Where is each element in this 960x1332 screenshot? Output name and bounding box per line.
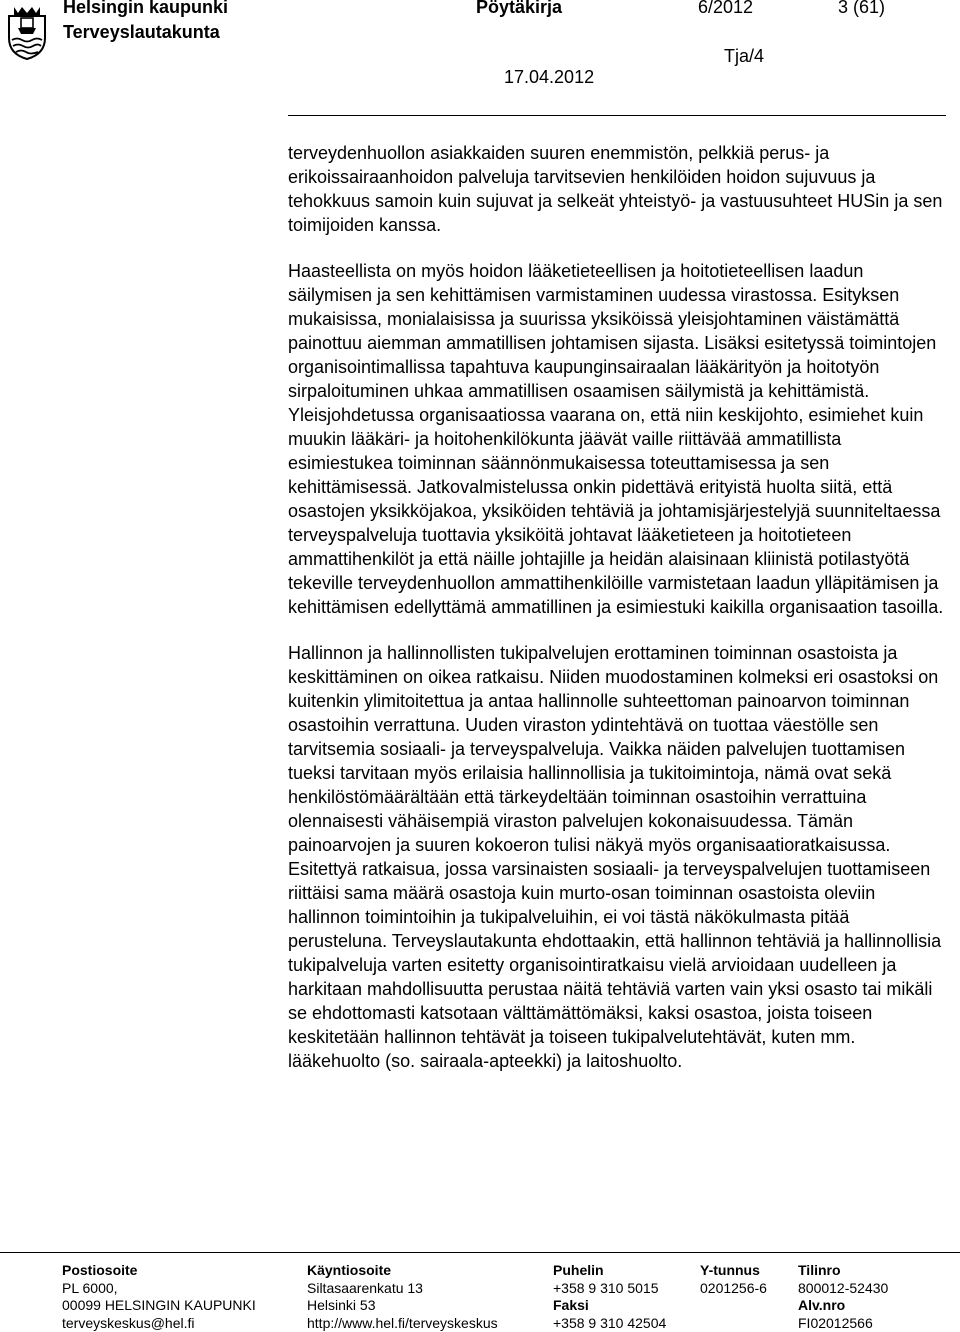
footer-value: +358 9 310 5015 [553,1279,659,1296]
footer-value: FI02012566 [798,1314,873,1331]
footer-website: http://www.hel.fi/terveyskeskus [307,1314,498,1331]
section-code: Tja/4 [724,46,765,66]
footer-visiting-address [307,1262,498,1332]
page-number: 3 (61) [838,0,886,17]
footer-label: Puhelin [553,1262,604,1278]
footer-value: 800012-52430 [798,1279,889,1296]
footer-label: Alv.nro [798,1297,846,1313]
footer-label: Tilinro [798,1262,841,1278]
helsinki-crest-icon [6,4,48,60]
footer-value: Siltasaarenkatu 13 [307,1279,423,1296]
footer-value: PL 6000, [62,1279,118,1296]
paragraph: Hallinnon ja hallinnollisten tukipalvelujen erottaminen toiminnan osastoista ja keskittäminen on oikea ratkaisu. Niiden muodostaminen kolmeksi eri osastoksi on kuitenkin ylimitoitettua ja antaa hallinnolle suhteettoman painoarvon toiminnan osastoihin verrattuna. Uuden viraston ydintehtävä on tuottaa väestölle sen tarvitsemia sosiaali- ja terveyspalveluja. Vaikka näiden palvelujen tuottamisen tueksi tarvitaan myös erilaisia hallinnollisia ja tukitoimintoja, nämä ovat sekä henkilöstömäärältään että tärkeydeltään toiminnan osastoihin verrattuina olennaisesti vähäisempiä viraston palvelujen kokonaisuudessa. Tämän painoarvojen ja suuren kokoeron tulisi näkyä myös organisaatioratkaisussa. Esitettyä ratkaisua, jossa varsinaisten sosiaali- ja terveyspalvelujen tuottamiseen riittäisi sama määrä osastoja kuin murto-osan toiminnan osastoista oleviin hallinnon toimintoihin ja tukipalveluihin, ei voi tästä näkökulmasta pitää perusteluna. Terveyslautakunta ehdottaakin, että hallinnon tehtäviä ja hallinnollisia tukipalveluja varten esitetty organisointiratkaisu vielä arvioidaan uudelleen ja harkitaan mahdollisuutta perustaa näitä tehtäviä varten vain yksi osasto tai mikäli se ehdottomasti katsotaan välttämättömäksi, kaksi osastoa, joista toiseen keskitetään hallinnon tehtävät ja toiseen tukipalvelutehtävät, kuten mm. lääkehuolto (so. sairaala-apteekki) ja laitoshuolto. [288,643,942,1071]
footer-label: Faksi [553,1297,589,1313]
footer-divider [0,1252,960,1253]
footer-email: terveyskeskus@hel.fi [62,1314,195,1331]
footer-phone [553,1262,666,1332]
footer-postal-address [62,1262,256,1332]
footer-label: Postiosoite [62,1262,138,1278]
footer-value: 00099 HELSINGIN KAUPUNKI [62,1297,256,1313]
paragraph: Haasteellista on myös hoidon lääketieteellisen ja hoitotieteellisen laadun säilymisen ja sen kehittämisen varmistaminen uudessa virastossa. Esityksen mukaisissa, monialaisissa ja suurissa yksiköissä yleisjohtaminen väistämättä painottuu aiemman ammatillisen johtamisen sijasta. Lisäksi esitetyssä toimintojen organisointimallissa tapahtuva kaupunginsairaalan lääkärityön ja hoitotyön sirpaloituminen uhkaa ammatillisen osaamisen säilymistä ja kehittämistä. Yleisjohdetussa organisaatiossa vaarana on, että niin keskijohto, esimiehet kuin muukin lääkäri- ja hoitohenkilökunta jäävät vaille riittävää ammatillista esimiestukea toiminnan säännönmukaisessa toteuttamisessa ja sen kehittämisessä. Jatkovalmistelussa onkin pidettävä erityistä huolta siitä, että osastojen yksikköjakoa, yksiköiden tehtäviä ja johtamisjärjestelyjä suunniteltaessa terveyspalveluja tuottavia yksiköitä johtavat lääketieteen ja hoitotieteen ammattihenkilöt ja että näille johtajille ja heidän alaisinaan kliinistä potilastyötä tekeville terveydenhuollon ammattihenkilöille varmistetaan laadun ylläpitämisen ja kehittämisen edellyttämä ammatillinen ja esimiestuki kaikilla organisaation tasoilla. [288,261,944,617]
footer-account [798,1262,888,1332]
document-number: 6/2012 [698,0,754,17]
meeting-date: 17.04.2012 [504,67,595,87]
footer-business-id [700,1262,767,1297]
page-header [0,0,960,118]
board-name: Terveyslautakunta [63,22,220,42]
header-divider [288,115,946,116]
footer-value: +358 9 310 42504 [553,1314,667,1331]
document-body [288,141,948,1095]
footer-label: Y-tunnus [700,1262,760,1278]
footer-value: 0201256-6 [700,1279,767,1296]
document-type: Pöytäkirja [476,0,563,17]
paragraph: terveydenhuollon asiakkaiden suuren enemmistön, pelkkiä perus- ja erikoissairaanhoidon palveluja tarvitsevien henkilöiden hoidon sujuvuus ja tehokkuus samoin kuin sujuvat ja selkeät yhteistyö- ja vastuusuhteet HUSin ja sen toimijoiden kanssa. [288,143,943,235]
organization-name: Helsingin kaupunki [63,0,229,17]
footer-label: Käyntiosoite [307,1262,392,1278]
footer-value: Helsinki 53 [307,1297,376,1313]
